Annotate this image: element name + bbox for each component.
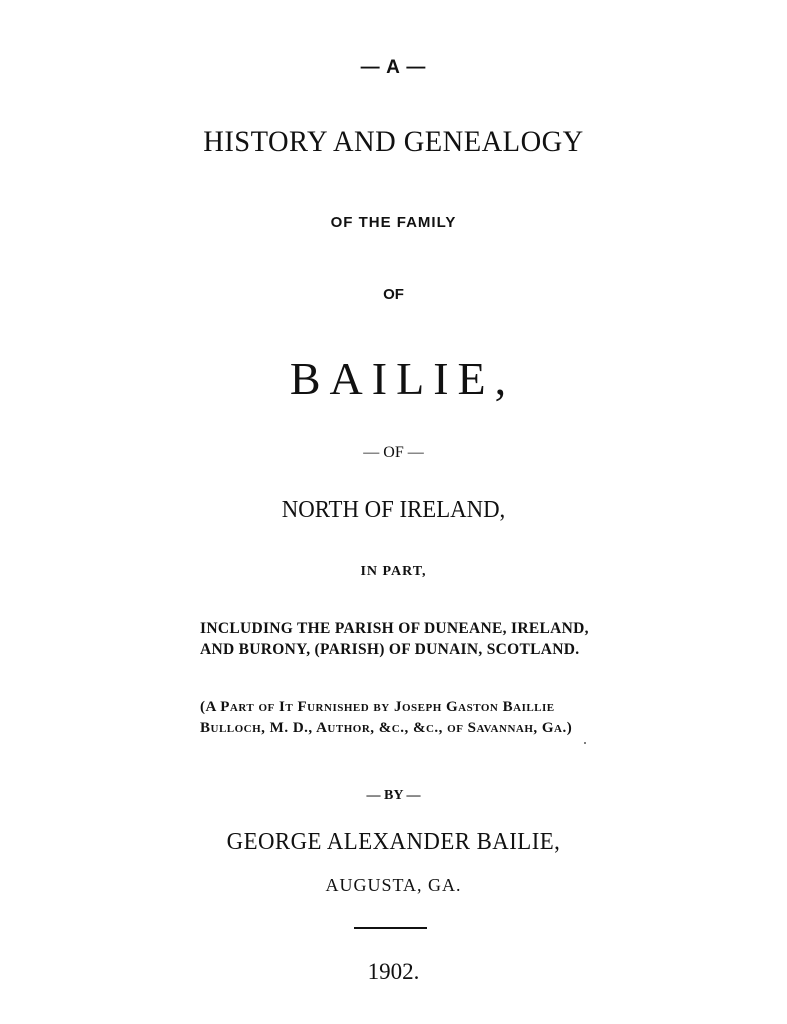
family-name: BAILIE,	[289, 353, 516, 404]
title-subline-family: OF THE FAMILY	[330, 214, 457, 231]
of-connector: — OF —	[363, 444, 424, 461]
by-connector: — BY —	[366, 788, 421, 803]
in-part-line: IN PART,	[360, 564, 427, 579]
horizontal-rule	[354, 927, 427, 929]
author-location: AUGUSTA, GA.	[325, 875, 462, 895]
including-line-2: AND BURONY, (PARISH) OF DUNAIN, SCOTLAND.	[200, 641, 580, 658]
including-line-1: INCLUDING THE PARISH OF DUNEANE, IRELAND,	[200, 620, 589, 637]
publication-year: 1902.	[367, 959, 420, 984]
print-speck	[584, 742, 586, 744]
title-subline-of: OF	[383, 286, 404, 303]
contribution-note-line-1: (A Part of It Furnished by Joseph Gaston Baillie	[200, 699, 555, 715]
contribution-note-line-2: Bulloch, M. D., Author, &c., &c., of Savannah, Ga.)	[200, 720, 573, 736]
author-name: GEORGE ALEXANDER BAILIE,	[226, 829, 561, 855]
title-heading: HISTORY AND GENEALOGY	[203, 125, 584, 158]
article-line: — A —	[360, 57, 427, 78]
region-line: NORTH OF IRELAND,	[281, 497, 506, 523]
